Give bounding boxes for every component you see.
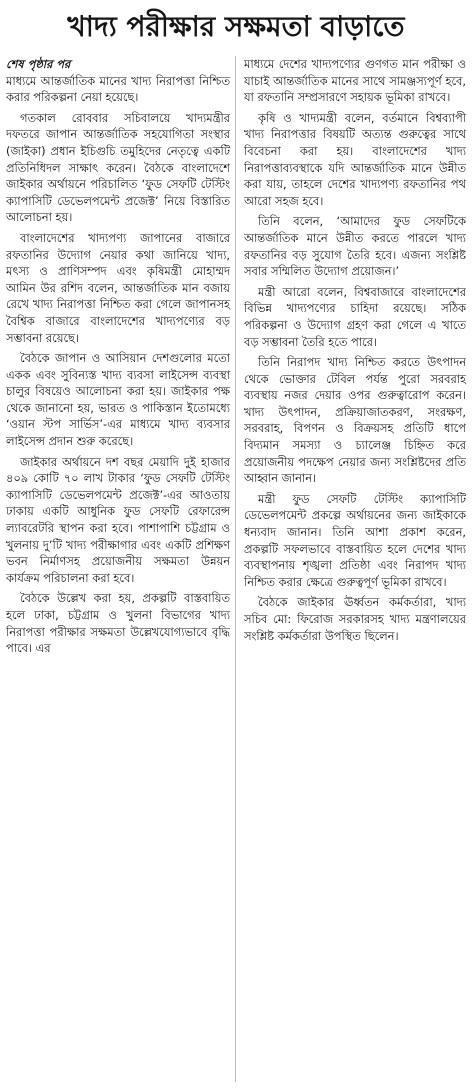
paragraph: বৈঠকে জাইকার ঊর্ধ্বতন কর্মকর্তারা, খাদ্য সচিব মো: ফিরোজ সরকারসহ খাদ্য মন্ত্রণালয়ের সংশ্লিষ্ট কর্মকর্তারা উপস্থিত ছিলেন। (244, 595, 466, 643)
article-columns (6, 56, 466, 1082)
paragraph: মাধ্যমে দেশের খাদ্যপণ্যের গুণগত মান পরীক্ষা ও যাচাই আন্তর্জাতিক মানের সাথে সামঞ্জস্যপূর্ণ হবে, যা রফতানি সম্প্রসারণে সহায়ক ভূমিকা রাখবে। (244, 57, 466, 105)
paragraph: মন্ত্রী ফুড সেফটি টেস্টিং ক্যাপাসিটি ডেভেলপমেন্ট প্রকল্পে অর্থায়নের জন্য জাইকাকে ধন্যবাদ জানান। তিনি আশা প্রকাশ করেন, প্রকল্পটি সফলভাবে বাস্তবায়িত হলে দেশের খাদ্য ব্যবস্থাপনায় শৃঙ্খলা প্রতিষ্ঠা এবং নিরাপদ খাদ্য নিশ্চিত করার ক্ষেত্রে গুরুত্বপূর্ণ ভূমিকা রাখবে। (244, 491, 466, 589)
jump-label: শেষ পৃষ্ঠার পর (6, 57, 71, 71)
paragraph: তিনি বলেন, ‘আমাদের ফুড সেফটিকে আন্তর্জাতিক মানে উন্নীত করতে পারলে খাদ্য রফতানির বড় সুযোগ তৈরি হবে। এজন্য সংশ্লিষ্ট সবার সম্মিলিত উদ্যোগ প্রয়োজন।’ (244, 214, 466, 279)
right-column (244, 56, 466, 1082)
paragraph: গতকাল রোববার সচিবালয়ে খাদ্যমন্ত্রীর দফতরে জাপান আন্তর্জাতিক সহযোগিতা সংস্থার (জাইকা) প্রধান ইচিগুচি তমুহিদের নেতৃত্বে একটি প্রতিনিধিদল সাক্ষাৎ করেন। বৈঠকে বাংলাদেশে জাইকার অর্থায়নে পরিচালিত ‘ফুড সেফটি টেস্টিং ক্যাপাসিটি ডেভেলপমেন্ট প্রজেক্ট’ নিয়ে বিস্তারিত আলোচনা হয়। (6, 110, 230, 225)
paragraph: কৃষি ও খাদ্যমন্ত্রী বলেন, বর্তমানে বিশ্বব্যাপী খাদ্য নিরাপত্তার বিষয়টি অত্যন্ত গুরুত্বের সাথে বিবেচনা করা হয়। বাংলাদেশের খাদ্য নিরাপত্তাব্যবস্থাকে যদি আন্তর্জাতিক মানে উন্নীত করা যায়, তাহলে দেশের খাদ্যপণ্য রফতানির পথ আরো সহজ হবে। (244, 110, 466, 208)
left-column (6, 56, 236, 1082)
paragraph: তিনি নিরাপদ খাদ্য নিশ্চিত করতে উৎপাদন থেকে ভোক্তার টেবিল পর্যন্ত পুরো সরবরাহ ব্যবস্থায় নজর দেয়ার ওপর গুরুত্বারোপ করেন। খাদ্য উৎপাদন, প্রক্রিয়াজাতকরণ, সংরক্ষণ, সরবরাহ, বিপণন ও বিক্রয়সহ প্রতিটি ধাপে বিদ্যমান সমস্যা ও চ্যালেঞ্জ চিহ্নিত করে প্রয়োজনীয় পদক্ষেপ নেয়ার জন্য সংশ্লিষ্টদের প্রতি আহ্বান জানান। (244, 355, 466, 486)
paragraph: জাইকার অর্থায়নে দশ বছর মেয়াদি দুই হাজার ৪০৯ কোটি ৭০ লাখ টাকার ‘ফুড সেফটি টেস্টিং ক্যাপাসিটি ডেভেলপমেন্ট প্রজেক্ট’-এর আওতায় ঢাকায় একটি আধুনিক ফুড সেফটি রেফারেন্স ল্যাবরেটরি স্থাপন করা হবে। পাশাপাশি চট্টগ্রাম ও খুলনায় দু’টি খাদ্য পরীক্ষাগার এবং একটি প্রশিক্ষণ ভবন নির্মাণসহ প্রয়োজনীয় সক্ষমতা উন্নয়ন কার্যক্রম পরিচালনা করা হবে। (6, 454, 230, 585)
paragraph: মন্ত্রী আরো বলেন, বিশ্ববাজারে বাংলাদেশের বিভিন্ন খাদ্যপণ্যের চাহিদা রয়েছে। সঠিক পরিকল্পনা ও উদ্যোগ গ্রহণ করা গেলে এ খাতে বড় সম্ভাবনা তৈরি হতে পারে। (244, 284, 466, 349)
paragraph: বাংলাদেশের খাদ্যপণ্য জাপানের বাজারে রফতানির উদ্যোগ নেয়ার কথা জানিয়ে খাদ্য, মৎস্য ও প্রাণিসম্পদ এবং কৃষিমন্ত্রী মোহাম্মদ আমিন উর রশিদ বলেন, আন্তর্জাতিক মান বজায় রেখে খাদ্য নিরাপত্তা নিশ্চিত করা গেলে জাপানসহ বৈশ্বিক বাজারে বাংলাদেশের খাদ্যপণ্যের বড় সম্ভাবনা রয়েছে। (6, 230, 230, 345)
headline: খাদ্য পরীক্ষার সক্ষমতা বাড়াতে (67, 10, 405, 43)
paragraph: মাধ্যমে আন্তর্জাতিক মানের খাদ্য নিরাপত্তা নিশ্চিত করার পরিকল্পনা নেয়া হয়েছে। (6, 73, 230, 105)
paragraph: বৈঠকে উল্লেখ করা হয়, প্রকল্পটি বাস্তবায়িত হলে ঢাকা, চট্টগ্রাম ও খুলনা বিভাগের খাদ্য নিরাপত্তা পরীক্ষার সক্ষমতা উল্লেখযোগ্যভাবে বৃদ্ধি পাবে। এর (6, 591, 230, 656)
paragraph: বৈঠকে জাপান ও আসিয়ান দেশগুলোর মতো একক এবং সুবিন্যস্ত খাদ্য ব্যবসা লাইসেন্স ব্যবস্থা চালুর বিষয়েও আলোচনা করা হয়। জাইকার পক্ষ থেকে জানানো হয়, ভারত ও পাকিস্তান ইতোমধ্যে ‘ওয়ান স্টপ সার্ভিস’-এর মাধ্যমে খাদ্য ব্যবসার লাইসেন্স প্রদান শুরু করেছে। (6, 351, 230, 449)
